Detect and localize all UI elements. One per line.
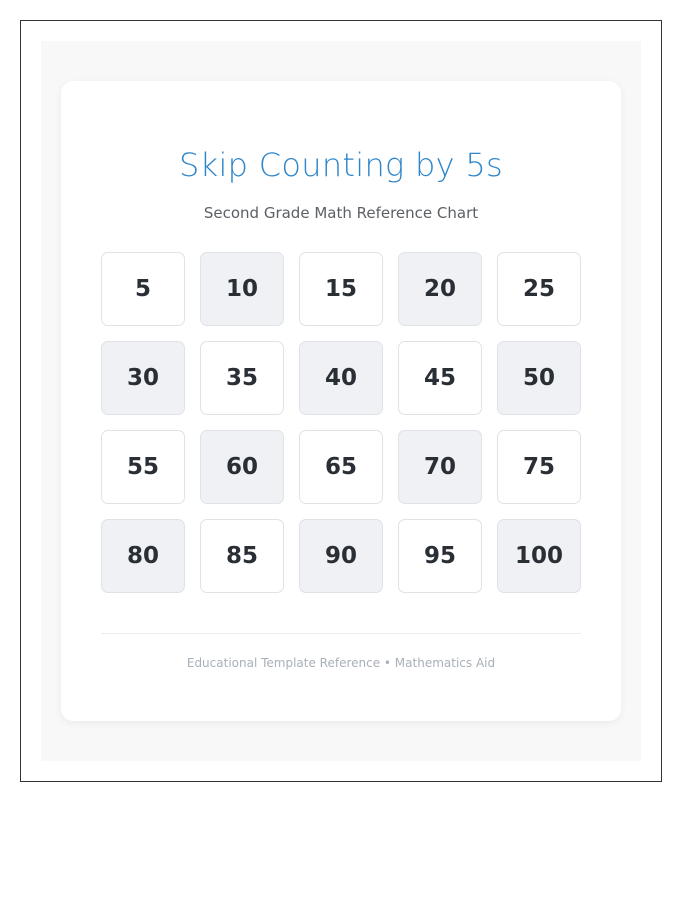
number-cell: 70	[398, 430, 482, 504]
footer-text: Educational Template Reference • Mathematics Aid	[186, 656, 496, 670]
number-cell: 95	[398, 519, 482, 593]
number-cell: 60	[200, 430, 284, 504]
number-cell: 5	[101, 252, 185, 326]
number-cell: 80	[101, 519, 185, 593]
number-cell: 40	[299, 341, 383, 415]
number-cell: 45	[398, 341, 482, 415]
number-cell: 20	[398, 252, 482, 326]
number-cell: 30	[101, 341, 185, 415]
number-grid	[101, 252, 581, 593]
number-cell: 100	[497, 519, 581, 593]
number-cell: 90	[299, 519, 383, 593]
number-cell: 15	[299, 252, 383, 326]
reference-card	[61, 81, 621, 721]
number-cell: 55	[101, 430, 185, 504]
number-cell: 35	[200, 341, 284, 415]
number-cell: 50	[497, 341, 581, 415]
page-frame	[20, 20, 662, 782]
number-cell: 75	[497, 430, 581, 504]
number-cell: 65	[299, 430, 383, 504]
page-subtitle: Second Grade Math Reference Chart	[203, 204, 479, 222]
number-cell: 25	[497, 252, 581, 326]
number-cell: 10	[200, 252, 284, 326]
page-backdrop	[41, 41, 641, 761]
number-cell: 85	[200, 519, 284, 593]
page-title: Skip Counting by 5s	[179, 146, 503, 184]
footer-divider	[101, 633, 581, 634]
